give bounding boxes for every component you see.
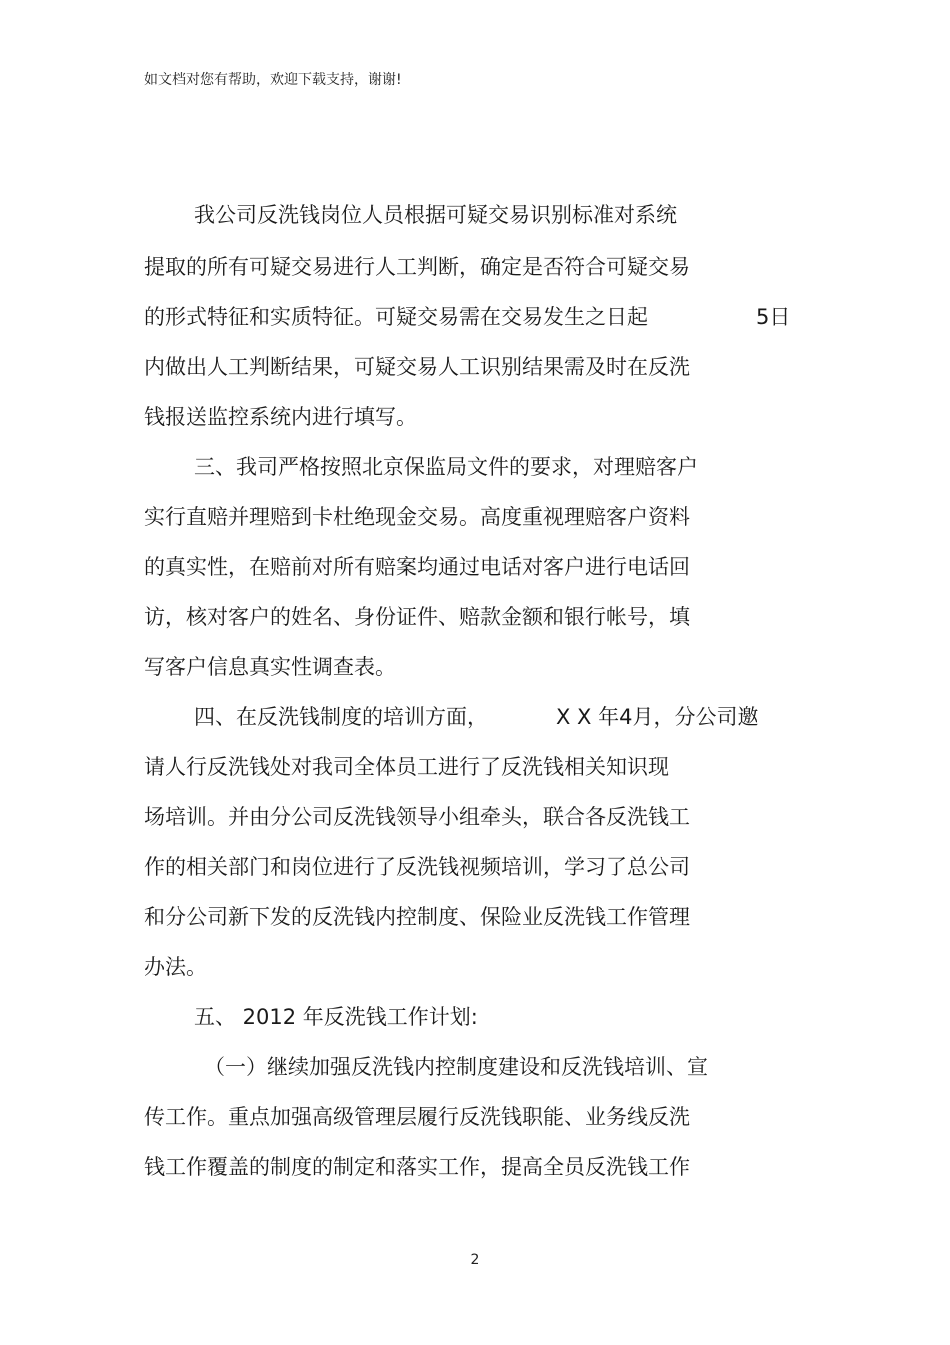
text-line: 提取的所有可疑交易进行人工判断，确定是否符合可疑交易 (144, 255, 690, 279)
text-line: 五、 2012 年反洗钱工作计划: (194, 1005, 478, 1029)
header-note: 如文档对您有帮助，欢迎下载支持，谢谢! (144, 72, 402, 88)
text-line: （一）继续加强反洗钱内控制度建设和反洗钱培训、宣 (204, 1055, 708, 1079)
text-line: 内做出人工判断结果，可疑交易人工识别结果需及时在反洗 (144, 355, 690, 379)
text-line: X X 年4月，分公司邀 (556, 705, 759, 729)
text-line: 和分公司新下发的反洗钱内控制度、保险业反洗钱工作管理 (144, 905, 690, 929)
text-line: 写客户信息真实性调查表。 (144, 655, 396, 679)
text-line: 请人行反洗钱处对我司全体员工进行了反洗钱相关知识现 (144, 755, 669, 779)
text-line: 的真实性，在赔前对所有赔案均通过电话对客户进行电话回 (144, 555, 690, 579)
text-line: 我公司反洗钱岗位人员根据可疑交易识别标准对系统 (194, 203, 677, 227)
text-line: 钱报送监控系统内进行填写。 (144, 405, 417, 429)
text-line: 办法。 (144, 955, 207, 979)
text-line: 的形式特征和实质特征。可疑交易需在交易发生之日起 (144, 305, 648, 329)
text-line: 实行直赔并理赔到卡杜绝现金交易。高度重视理赔客户资料 (144, 505, 690, 529)
text-line: 访，核对客户的姓名、身份证件、赔款金额和银行帐号，填 (144, 605, 690, 629)
text-line: 传工作。重点加强高级管理层履行反洗钱职能、业务线反洗 (144, 1105, 690, 1129)
text-line: 作的相关部门和岗位进行了反洗钱视频培训，学习了总公司 (144, 855, 690, 879)
text-line: 场培训。并由分公司反洗钱领导小组牵头，联合各反洗钱工 (144, 805, 690, 829)
text-line: 三、我司严格按照北京保监局文件的要求，对理赔客户 (194, 455, 698, 479)
page-number: 2 (470, 1252, 480, 1268)
text-line: 5日 (756, 305, 791, 329)
text-line: 四、在反洗钱制度的培训方面， (194, 705, 488, 729)
text-line: 钱工作覆盖的制度的制定和落实工作，提高全员反洗钱工作 (144, 1155, 690, 1179)
